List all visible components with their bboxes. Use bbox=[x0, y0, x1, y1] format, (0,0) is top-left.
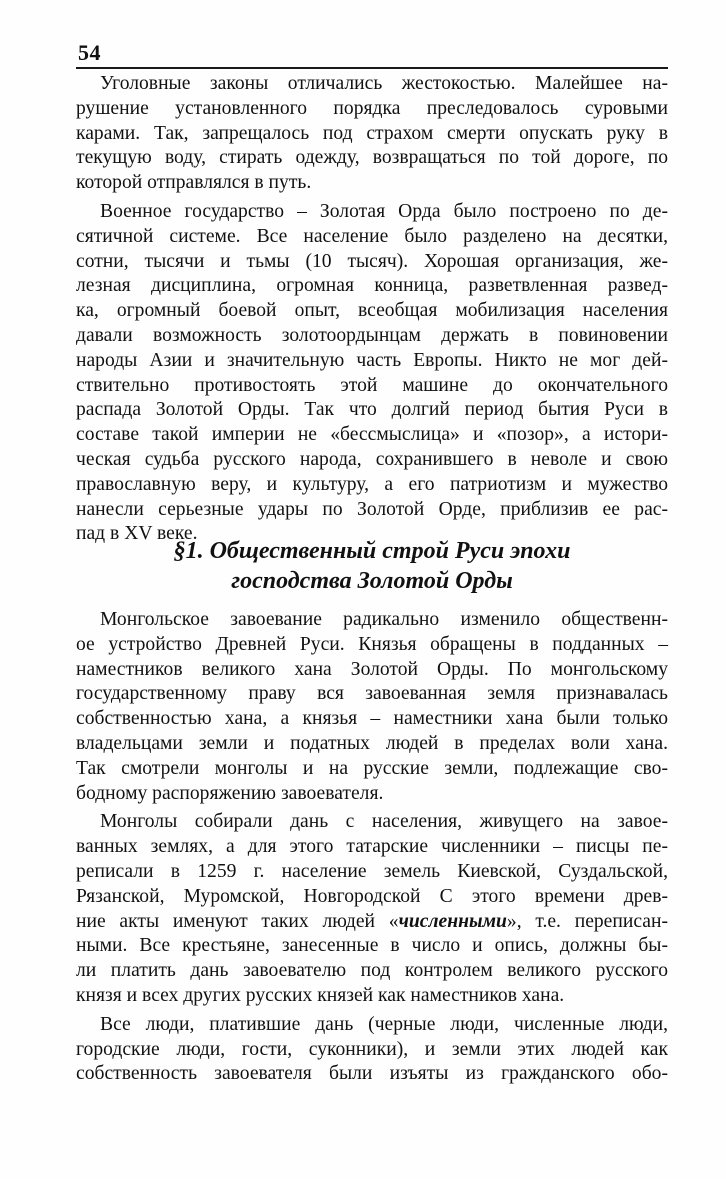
text-line: сятичной системе. Все население было разделено на десятки, bbox=[76, 225, 668, 247]
paragraph-mongol-conquest bbox=[76, 608, 668, 806]
text-line-with-term bbox=[76, 910, 668, 935]
text-line: реписали в 1259 г. население земель Киевской, Суздальской, bbox=[76, 860, 668, 882]
text-line: Рязанской, Муромской, Новгородской С этого времени древ- bbox=[76, 885, 668, 907]
text-line: ными. Все крестьяне, занесенные в число и опись, должны бы- bbox=[76, 935, 668, 957]
paragraph-tributaries bbox=[76, 1013, 668, 1087]
emphasized-term: численными bbox=[398, 910, 507, 932]
text-line: владельцами земли и податных людей в пределах воли хана. bbox=[76, 732, 668, 754]
text-line: Уголовные законы отличались жестокостью. Малейшее на- bbox=[100, 73, 668, 94]
text-line: лезная дисциплина, огромная конница, разветвленная развед- bbox=[76, 275, 668, 297]
text-line: составе такой империи не «бессмыслица» и «позор», а истори- bbox=[76, 424, 668, 446]
text-line: рушение установленного порядка преследовалось суровыми bbox=[76, 97, 668, 119]
section-heading-line-2: господства Золотой Орды bbox=[231, 568, 513, 594]
text-line: Монголы собирали дань с населения, живущего на завое- bbox=[100, 811, 668, 833]
text-line: текущую воду, стирать одежду, возвращаться по той дороге, по bbox=[76, 147, 668, 169]
text-line: ванных землях, а для этого татарские численники – писцы пе- bbox=[76, 836, 668, 858]
text-line: пад в XV веке. bbox=[76, 523, 198, 545]
paragraph-military-state bbox=[76, 200, 668, 547]
page-number: 54 bbox=[78, 40, 101, 65]
text-line: которой отправлялся в путь. bbox=[76, 172, 312, 194]
text-line: ствительно противостоять этой машине до окончательного bbox=[76, 374, 668, 396]
header-rule bbox=[76, 67, 668, 69]
text-line: народы Азии и значительную часть Европы. Никто не мог дей- bbox=[76, 349, 668, 371]
text-line: наместников великого хана Золотой Орды. По монгольскому bbox=[76, 658, 668, 680]
paragraph-tribute bbox=[76, 810, 668, 1008]
text-line: ли платить дань завоевателю под контролем великого русского bbox=[76, 960, 668, 982]
text-block-intro bbox=[76, 72, 668, 551]
text-line: Военное государство – Золотая Орда было построено по де- bbox=[100, 200, 668, 222]
text-line: городские люди, гости, суконники), и земли этих людей как bbox=[76, 1038, 668, 1060]
text-line: князя и всех других русских князей как наместников хана. bbox=[76, 984, 565, 1006]
text-line: собственность завоевателя были изъяты из гражданского обо- bbox=[76, 1063, 668, 1085]
text-line: ческая судьба русского народа, сохранившего в неволе и свою bbox=[76, 448, 668, 470]
text-line: карами. Так, запрещалось под страхом смерти опускать руку в bbox=[76, 122, 668, 144]
text-line: нанесли серьезные удары по Золотой Орде, приблизив ее рас- bbox=[76, 498, 668, 520]
text-line: Так смотрели монголы и на русские земли, подлежащие сво- bbox=[76, 757, 668, 779]
text-line: Монгольское завоевание радикально изменило общественн- bbox=[100, 609, 668, 630]
text-block-main bbox=[76, 608, 668, 1091]
text-line: бодному распоряжению завоевателя. bbox=[76, 782, 384, 804]
text-line: государственному праву вся завоеванная земля признавалась bbox=[76, 683, 668, 705]
text-line: ка, огромный боевой опыт, всеобщая мобилизация населения bbox=[76, 300, 668, 322]
text-line: ое устройство Древней Руси. Князья обращены в подданных – bbox=[76, 633, 668, 655]
text-line: православную веру, и культуру, а его патриотизм и мужество bbox=[76, 473, 668, 495]
text-line: сотни, тысячи и тьмы (10 тысяч). Хорошая организация, же- bbox=[76, 250, 668, 272]
paragraph-criminal-laws bbox=[76, 72, 668, 196]
section-heading bbox=[76, 536, 668, 596]
text-fragment: ние акты именуют таких людей « bbox=[76, 910, 399, 932]
text-line: распада Золотой Орды. Так что долгий период бытия Руси в bbox=[76, 399, 668, 421]
text-fragment: », т.е. переписан- bbox=[506, 910, 668, 932]
text-line: давали возможность золотоордынцам держать в повиновении bbox=[76, 324, 668, 346]
section-heading-line-1: §1. Общественный строй Руси эпохи bbox=[173, 538, 571, 564]
text-line: собственностью хана, а князья – наместники хана были только bbox=[76, 708, 668, 730]
text-line: Все люди, платившие дань (черные люди, численные люди, bbox=[100, 1013, 668, 1035]
